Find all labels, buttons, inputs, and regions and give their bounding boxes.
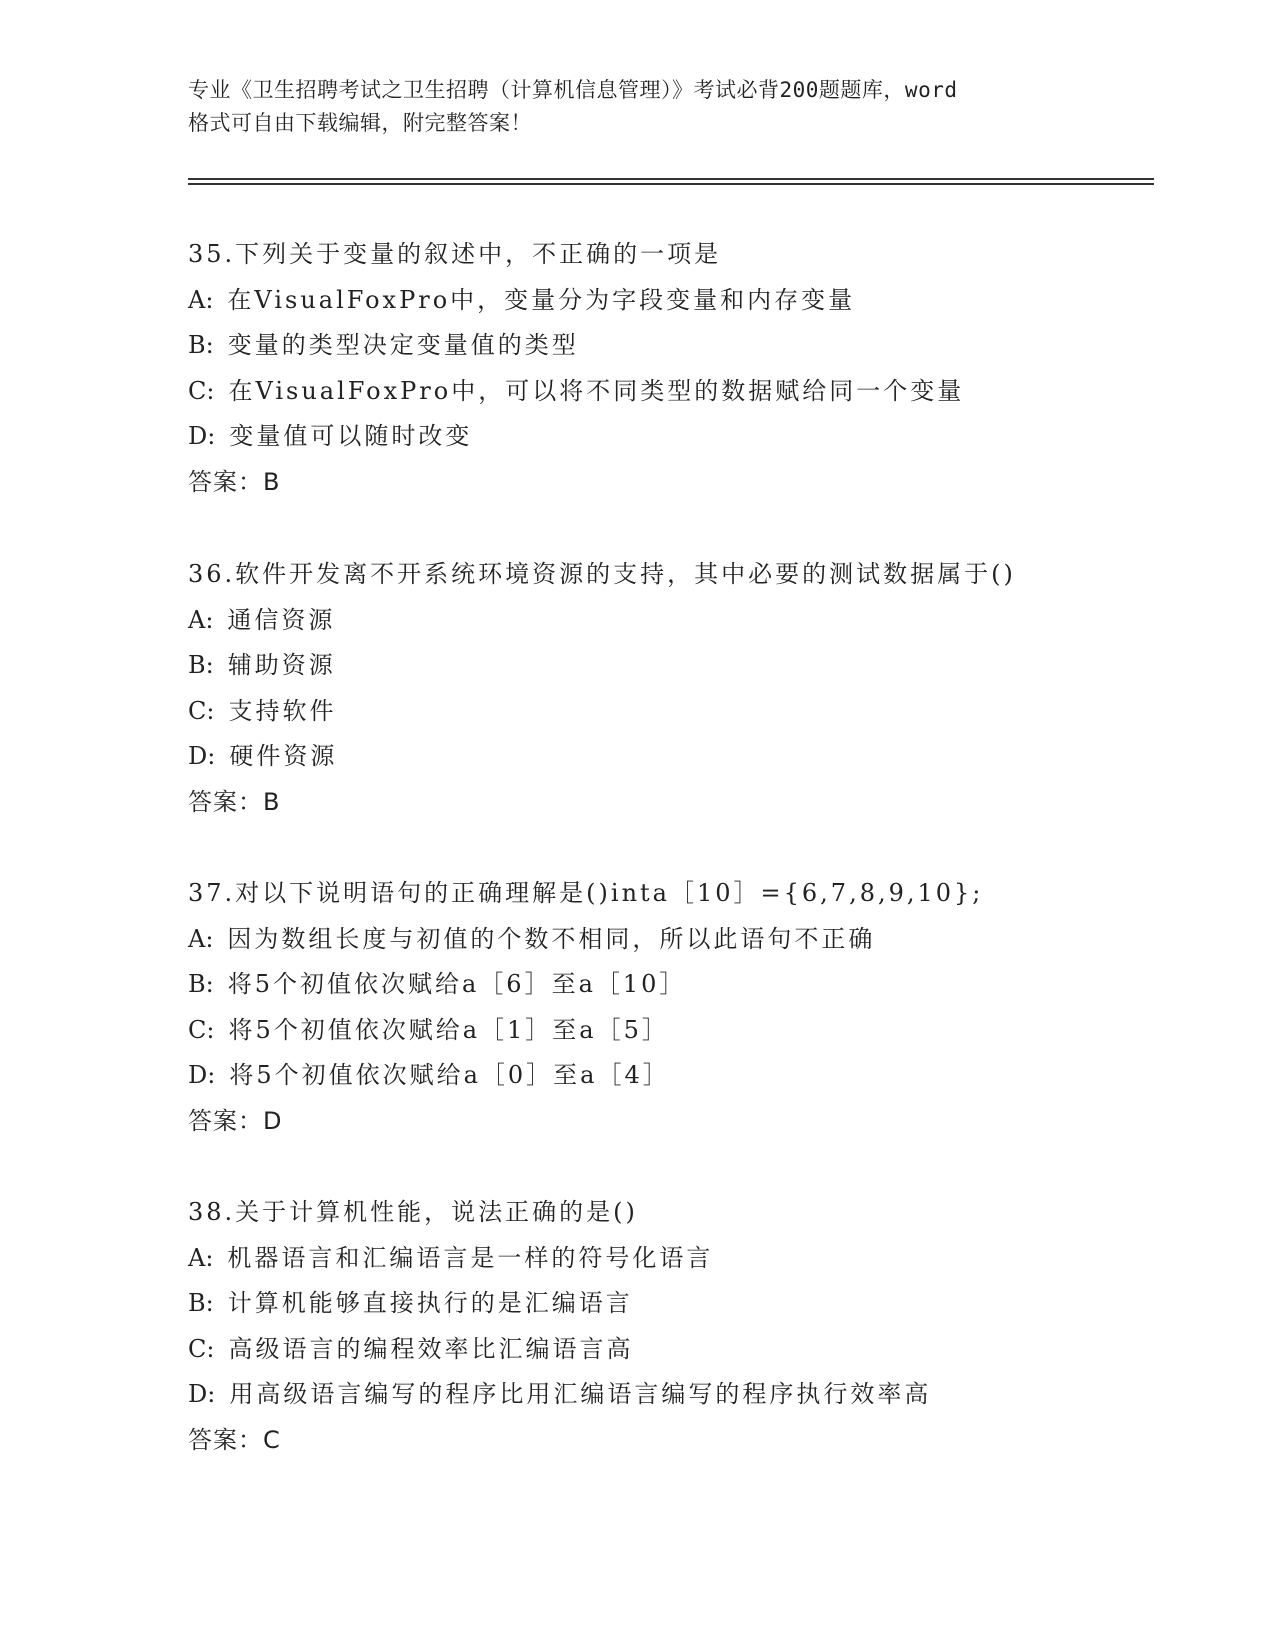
option-d <box>188 734 1148 780</box>
option-c <box>188 1008 1148 1054</box>
option-key: A: <box>188 605 214 634</box>
question-stem: 37.对以下说明语句的正确理解是()inta［10］={6,7,8,9,10}; <box>188 879 984 907</box>
option-d <box>188 1372 1148 1418</box>
option-text: 支持软件 <box>228 696 337 725</box>
answer-line: 答案：B <box>188 467 281 496</box>
option-key: C: <box>188 1334 215 1363</box>
option-key: D: <box>188 742 216 770</box>
option-key: D: <box>188 1061 216 1089</box>
option-text: 在VisualFoxPro中，变量分为字段变量和内存变量 <box>227 285 856 314</box>
question-36 <box>188 552 1148 825</box>
header-divider-top <box>188 178 1154 180</box>
answer-line: 答案：C <box>188 1425 281 1454</box>
question-stem: 38.关于计算机性能，说法正确的是() <box>188 1198 638 1226</box>
option-a <box>188 278 1148 324</box>
option-c <box>188 689 1148 735</box>
option-key: D: <box>188 1380 216 1408</box>
option-c <box>188 1327 1148 1373</box>
option-key: B: <box>188 651 214 679</box>
option-key: C: <box>188 1015 215 1044</box>
option-key: B: <box>188 331 214 359</box>
option-a <box>188 598 1148 644</box>
header-line-1: 专业《卫生招聘考试之卫生招聘（计算机信息管理）》考试必背200题题库，word <box>188 78 958 102</box>
option-text: 高级语言的编程效率比汇编语言高 <box>228 1334 634 1363</box>
option-text: 辅助资源 <box>227 651 336 679</box>
header-divider-bottom <box>188 183 1154 185</box>
option-text: 将5个初值依次赋给a［6］至a［10］ <box>227 970 687 998</box>
option-text: 硬件资源 <box>229 742 338 770</box>
option-text: 将5个初值依次赋给a［1］至a［5］ <box>228 1015 669 1044</box>
option-b <box>188 962 1148 1008</box>
option-key: A: <box>188 285 214 314</box>
option-key: B: <box>188 970 214 998</box>
option-text: 变量的类型决定变量值的类型 <box>227 331 579 359</box>
question-stem: 36.软件开发离不开系统环境资源的支持，其中必要的测试数据属于() <box>188 560 1016 588</box>
option-b <box>188 323 1148 369</box>
option-key: A: <box>188 924 214 953</box>
option-a <box>188 917 1148 963</box>
option-text: 因为数组长度与初值的个数不相同，所以此语句不正确 <box>227 924 876 953</box>
option-text: 用高级语言编写的程序比用汇编语言编写的程序执行效率高 <box>229 1380 932 1408</box>
question-37 <box>188 871 1148 1144</box>
option-key: A: <box>188 1243 214 1272</box>
option-b <box>188 643 1148 689</box>
question-38 <box>188 1190 1148 1463</box>
option-text: 计算机能够直接执行的是汇编语言 <box>227 1289 633 1317</box>
option-text: 将5个初值依次赋给a［0］至a［4］ <box>229 1061 670 1089</box>
option-key: B: <box>188 1289 214 1317</box>
option-key: C: <box>188 376 215 405</box>
document-header <box>188 74 1088 140</box>
question-35 <box>188 232 1148 505</box>
answer-line: 答案：B <box>188 787 281 816</box>
option-d <box>188 1053 1148 1099</box>
option-key: C: <box>188 696 215 725</box>
option-text: 变量值可以随时改变 <box>229 422 473 450</box>
option-text: 在VisualFoxPro中，可以将不同类型的数据赋给同一个变量 <box>228 376 965 405</box>
option-d <box>188 414 1148 460</box>
option-key: D: <box>188 422 216 450</box>
question-stem: 35.下列关于变量的叙述中，不正确的一项是 <box>188 240 722 268</box>
option-text: 通信资源 <box>227 605 336 634</box>
header-line-2: 格式可自由下载编辑，附完整答案！ <box>188 111 532 135</box>
option-text: 机器语言和汇编语言是一样的符号化语言 <box>227 1243 714 1272</box>
option-c <box>188 369 1148 415</box>
option-b <box>188 1281 1148 1327</box>
option-a <box>188 1236 1148 1282</box>
answer-line: 答案：D <box>188 1106 283 1135</box>
